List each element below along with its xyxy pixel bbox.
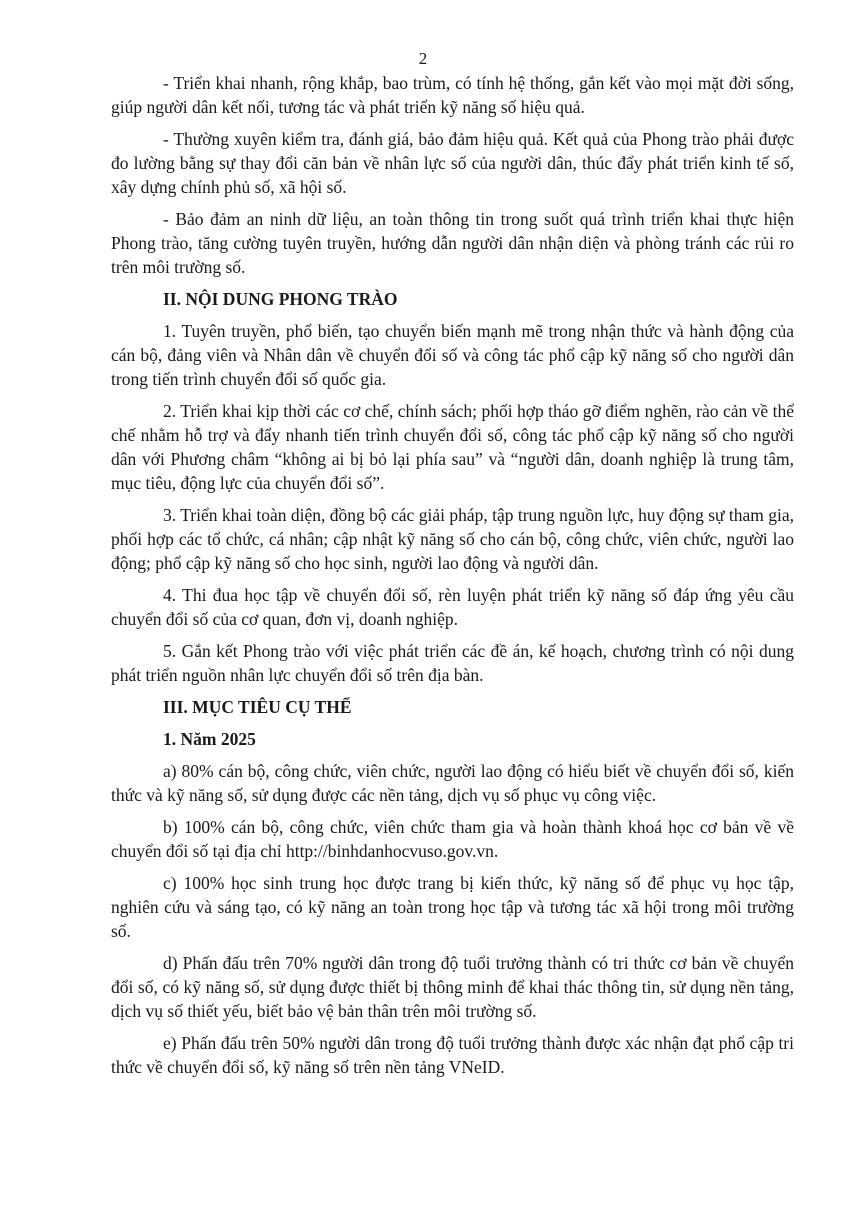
section-heading-targets: III. MỤC TIÊU CỤ THỂ — [163, 697, 352, 717]
target-item: b) 100% cán bộ, công chức, viên chức tham gia và hoàn thành khoá học cơ bản về về chuyển đổi số tại địa chỉ http://binhdanhocvuso.gov.vn. — [111, 817, 794, 861]
content-item: 5. Gắn kết Phong trào với việc phát triển các đề án, kế hoạch, chương trình có nội dung phát triển nguồn nhân lực chuyển đổi số trên địa bàn. — [111, 641, 794, 685]
target-item: e) Phấn đấu trên 50% người dân trong độ tuổi trưởng thành được xác nhận đạt phổ cập tri thức về chuyển đổi số, kỹ năng số trên nền tảng VNeID. — [111, 1033, 794, 1077]
principle-paragraph: - Bảo đảm an ninh dữ liệu, an toàn thông tin trong suốt quá trình triển khai thực hiện Phong trào, tăng cường tuyên truyền, hướng dẫn người dân nhận diện và phòng tránh các rủi ro trên môi trường số. — [111, 209, 794, 277]
target-item: d) Phấn đấu trên 70% người dân trong độ tuổi trưởng thành có tri thức cơ bản về chuyển đổi số, có kỹ năng số, sử dụng được thiết bị thông minh để khai thác thông tin, sử dụng nền tảng, dịch vụ số thiết yếu, biết bảo vệ bản thân trên môi trường số. — [111, 953, 794, 1021]
content-item: 4. Thi đua học tập về chuyển đổi số, rèn luyện phát triển kỹ năng số đáp ứng yêu cầu chuyển đổi số của cơ quan, đơn vị, doanh nghiệp. — [111, 585, 794, 629]
target-item: c) 100% học sinh trung học được trang bị kiến thức, kỹ năng số để phục vụ học tập, nghiên cứu và sáng tạo, có kỹ năng an toàn trong học tập và tương tác xã hội trong môi trường số. — [111, 873, 794, 941]
principle-paragraph: - Triển khai nhanh, rộng khắp, bao trùm, có tính hệ thống, gắn kết vào mọi mặt đời sống, giúp người dân kết nối, tương tác và phát triển kỹ năng số hiệu quả. — [111, 73, 794, 117]
principle-paragraph: - Thường xuyên kiểm tra, đánh giá, bảo đảm hiệu quả. Kết quả của Phong trào phải được đo lường bằng sự thay đổi căn bản về nhân lực số của người dân, thúc đẩy phát triển kinh tế số, xây dựng chính phủ số, xã hội số. — [111, 129, 794, 197]
page-number: 2 — [418, 49, 428, 68]
content-item: 1. Tuyên truyền, phổ biến, tạo chuyển biến mạnh mẽ trong nhận thức và hành động của cán bộ, đảng viên và Nhân dân về chuyển đổi số và công tác phổ cập kỹ năng số cho người dân trong tiến trình chuyển đổi số quốc gia. — [111, 321, 794, 389]
content-item: 3. Triển khai toàn diện, đồng bộ các giải pháp, tập trung nguồn lực, huy động sự tham gia, phối hợp các tổ chức, cá nhân; cập nhật kỹ năng số cho cán bộ, công chức, viên chức, người lao động; phổ cập kỹ năng số cho học sinh, người lao động và người dân. — [111, 505, 794, 573]
subsection-heading-2025: 1. Năm 2025 — [163, 729, 256, 749]
target-item: a) 80% cán bộ, công chức, viên chức, người lao động có hiểu biết về chuyển đổi số, kiến thức và kỹ năng số, sử dụng được các nền tảng, dịch vụ số phục vụ công việc. — [111, 761, 794, 805]
content-item: 2. Triển khai kịp thời các cơ chế, chính sách; phối hợp tháo gỡ điểm nghẽn, rào cản về thể chế nhằm hỗ trợ và đẩy nhanh tiến trình chuyển đổi số, công tác phổ cập kỹ năng số cho người dân với Phương châm “không ai bị bỏ lại phía sau” và “người dân, doanh nghiệp là trung tâm, mục tiêu, động lực của chuyển đổi số”. — [111, 401, 794, 493]
section-heading-content: II. NỘI DUNG PHONG TRÀO — [163, 289, 398, 309]
document-body — [111, 71, 794, 1087]
